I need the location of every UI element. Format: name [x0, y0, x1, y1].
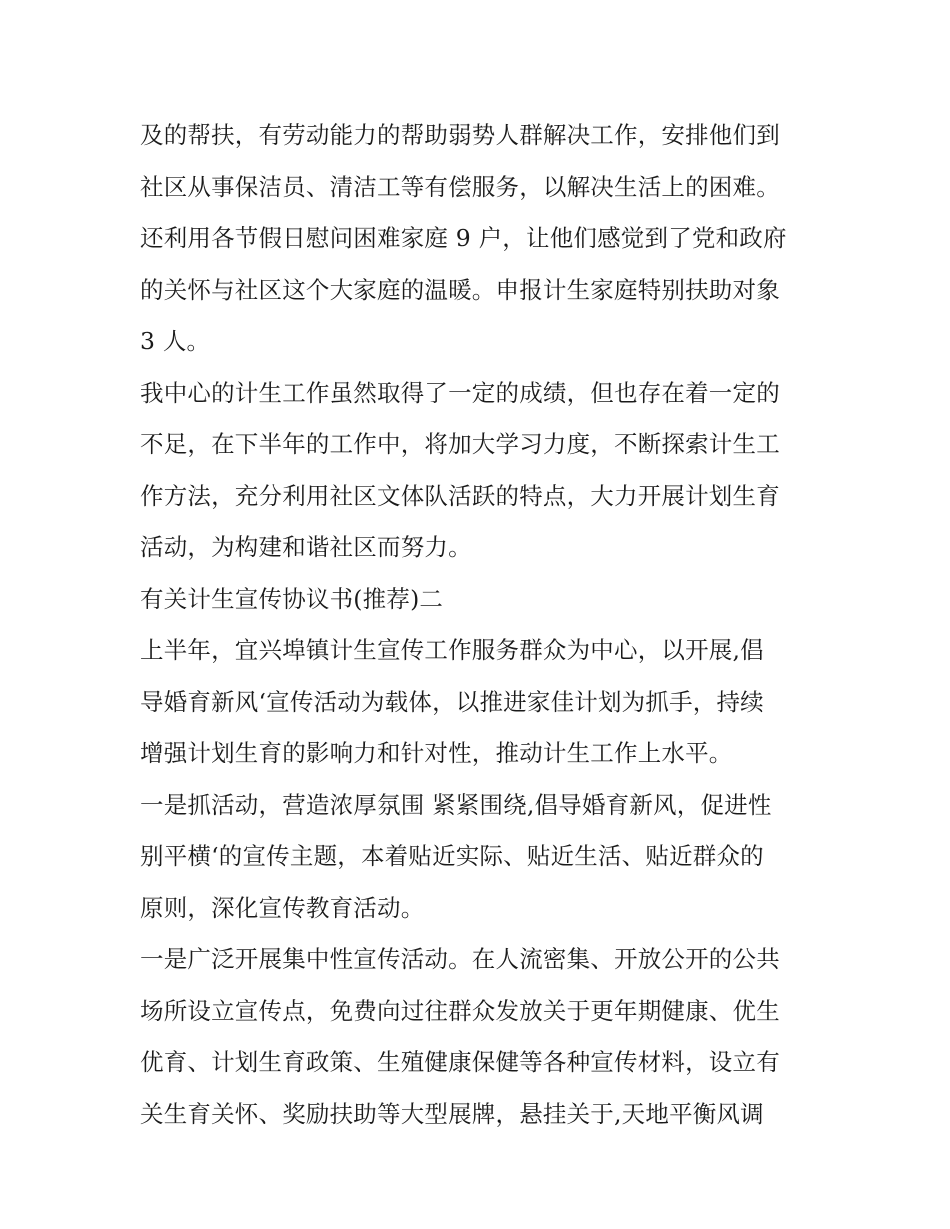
- text-line: 我中心的计生工作虽然取得了一定的成绩，但也存在着一定的: [140, 378, 780, 407]
- text-line: 关生育关怀、奖励扶助等大型展牌，悬挂关于,天地平衡风调: [140, 1099, 764, 1128]
- text-line: 作方法，充分利用社区文体队活跃的特点，大力开展计划生育: [140, 481, 780, 510]
- document-body: [140, 110, 820, 1140]
- text-line: 一是抓活动，营造浓厚氛围 紧紧围绕,倡导婚育新风，促进性: [140, 790, 772, 819]
- section-heading: 有关计生宣传协议书(推荐)二: [140, 584, 444, 613]
- text-line: 优育、计划生育政策、生殖健康保健等各种宣传材料，设立有: [140, 1048, 780, 1076]
- text-line: 不足，在下半年的工作中，将加大学习力度，不断探索计生工: [140, 430, 780, 458]
- text-line: 增强计划生育的影响力和针对性，推动计生工作上水平。: [140, 739, 733, 767]
- text-line: 一是广泛开展集中性宣传活动。在人流密集、开放公开的公共: [140, 945, 780, 973]
- text-line: 的关怀与社区这个大家庭的温暖。申报计生家庭特别扶助对象: [140, 275, 780, 304]
- text-line: 场所设立宣传点，免费向过往群众发放关于更年期健康、优生: [140, 996, 780, 1025]
- text-line: 社区从事保洁员、清洁工等有偿服务，以解决生活上的困难。: [140, 172, 780, 201]
- text-line: 3 人。: [140, 327, 211, 355]
- text-line: 及的帮扶，有劳动能力的帮助弱势人群解决工作，安排他们到: [140, 121, 780, 149]
- text-line: 导婚育新风‘宣传活动为载体，以推进家佳计划为抓手，持续: [140, 687, 764, 716]
- text-line: 原则，深化宣传教育活动。: [140, 893, 425, 922]
- text-line: 还利用各节假日慰问困难家庭 9 户，让他们感觉到了党和政府: [140, 224, 787, 252]
- text-line: 活动，为构建和谐社区而努力。: [140, 533, 472, 561]
- text-line: 别平横‘的宣传主题，本着贴近实际、贴近生活、贴近群众的: [140, 842, 764, 870]
- text-line: 上半年，宜兴埠镇计生宣传工作服务群众为中心，以开展,倡: [140, 636, 764, 664]
